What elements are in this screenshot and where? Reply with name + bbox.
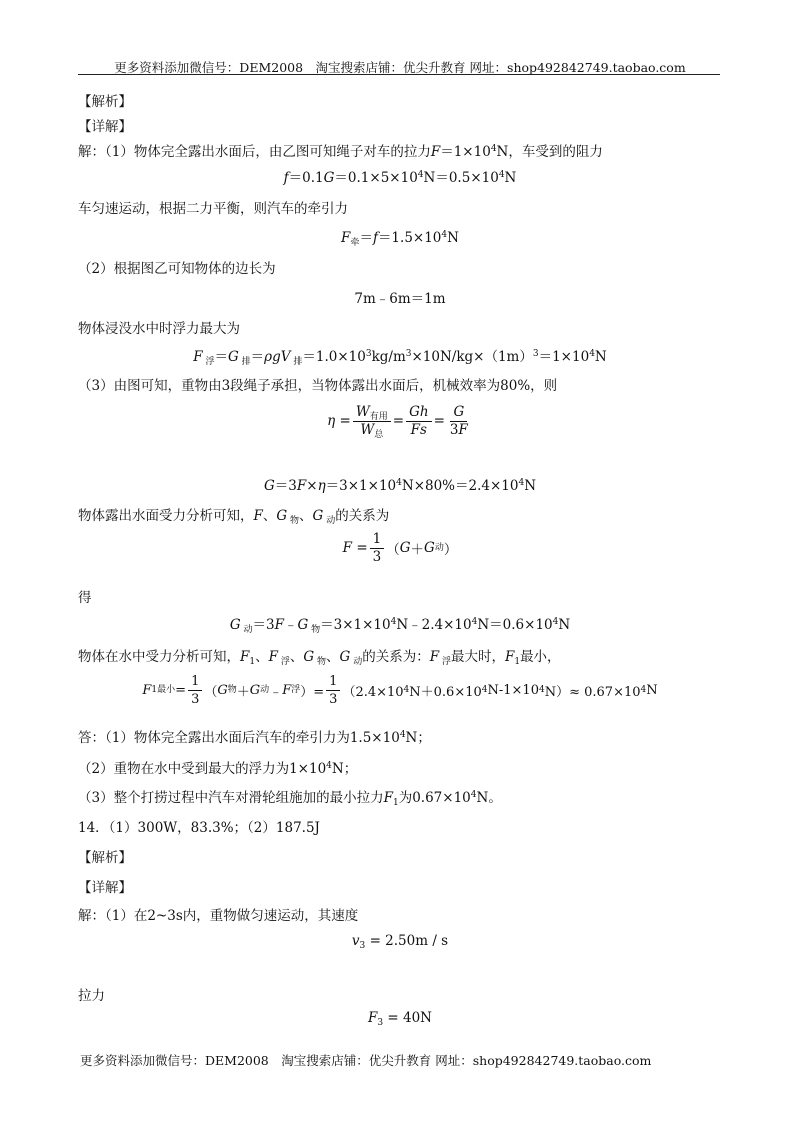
answer-1: 答：（1）物体完全露出水面后汽车的牵引力为$1.5\times 10^4N$； <box>78 730 431 746</box>
min-force-equation: F 1最小 = $\frac{1}{3}$ （ G 物 ＋ G 动 ﹣ F 浮 ）= $\frac{1}{3}$ （2.4×10 4 N＋0.6×10 4 N-1×10 4 N）≈ 0.67×10 4 N <box>142 673 658 707</box>
buoyancy-equation: F $_浮$＝G $_排$＝ρgV $_排=1.0\times 10^3kg/m^3\times 10N/kg\times(1m)^3=1\times 10^4N$ <box>193 349 607 367</box>
weight-equation: $G=3F\times\eta=3\times 1\times 10^4N\times 80\%=2.4\times 10^4N$ <box>263 478 537 494</box>
side-length-equation: 7m﹣6m＝1m <box>354 291 446 307</box>
p14-line1: 解：（1）在2~3s内，重物做匀速运动，其速度 <box>78 908 359 924</box>
problem14-answer: 14．（1）300W，83.3%；（2）187.5J <box>78 820 320 836</box>
answer-2: （2）重物在水中受到最大的浮力为$1\times 10^4N$； <box>78 761 358 777</box>
page-header: 更多资料添加微信号：DEM2008 淘宝搜索店铺：优尖升教育 网址：shop492842749.taobao.com <box>114 60 686 75</box>
moving-pulley-equation: G $_动$＝3F﹣G $_物=3\times 1\times 10^4N﹣2.4\times 10^4N=0.6\times 10^4N$ <box>229 617 571 635</box>
de-text: 得 <box>78 590 92 606</box>
uniform-motion-text: 车匀速运动，根据二力平衡，则汽车的牵引力 <box>78 201 348 217</box>
relation1-text: 物体露出水面受力分析可知，F、G $_物$、G $_动$的关系为 <box>78 508 390 526</box>
traction-equation: $F_牵=f=1.5\times 10^4N$ <box>341 230 459 248</box>
answer-3: （3）整个打捞过程中汽车对滑轮组施加的最小拉力$F_1$为$0.67\times 10^4N$。 <box>78 790 502 808</box>
efficiency-equation: η = $\frac{W_{有用}}{W_总}$ = $\frac{Gh}{Fs}$ = $\frac{G}{3F}$ <box>327 403 468 440</box>
p14-line2: 拉力 <box>78 988 105 1004</box>
relation2-text: 物体在水中受力分析可知，$F_1$、F $_浮$、G $_物$、G $_动$的关系为：F $_浮$最大时，$F_1$最小， <box>78 649 561 667</box>
friction-equation: $f=0.1G=0.1\times 5\times 10^4N=0.5\times 10^4N$ <box>283 170 517 186</box>
detail-label-14: 【详解】 <box>78 880 132 896</box>
part3-text: （3）由图可知，重物由3段绳子承担，当物体露出水面后，机械效率为80%，则 <box>78 378 558 394</box>
part2-text: （2）根据图乙可知物体的边长为 <box>78 261 276 277</box>
solution-intro: 解：（1）物体完全露出水面后，由乙图可知绳子对车的拉力$F=1\times 10^4N$，车受到的阻力 <box>78 144 603 160</box>
detail-label-13: 【详解】 <box>78 119 132 135</box>
max-buoyancy-text: 物体浸没水中时浮力最大为 <box>78 321 240 337</box>
analysis-label-13: 【解析】 <box>78 94 132 110</box>
analysis-label-14: 【解析】 <box>78 850 132 866</box>
force-relation-equation: F = $\frac{1}{3}$ （ G ＋ G 动 ） <box>342 530 458 565</box>
velocity-equation: $v_3 = 2.50m / s$ <box>351 933 449 951</box>
page-footer: 更多资料添加微信号：DEM2008 淘宝搜索店铺：优尖升教育 网址：shop492842749.taobao.com <box>80 1053 652 1068</box>
header-divider <box>78 74 720 75</box>
force-equation: $F_3 = 40N$ <box>368 1010 432 1028</box>
